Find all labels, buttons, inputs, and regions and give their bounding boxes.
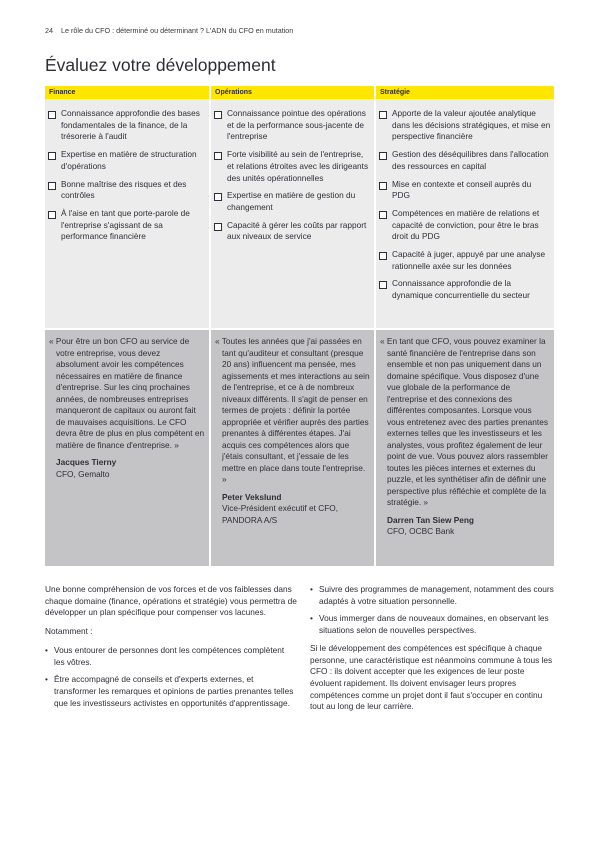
quote-operations bbox=[211, 330, 374, 566]
checkbox[interactable] bbox=[379, 252, 387, 260]
checklist-item[interactable] bbox=[214, 190, 371, 213]
notamment-label: Notamment : bbox=[45, 626, 93, 637]
checkbox[interactable] bbox=[214, 111, 222, 119]
checklist-item[interactable] bbox=[379, 249, 551, 272]
checklist-item-label: Apporte de la valeur ajoutée analytique dans les décisions stratégiques, et mise en perspective financière bbox=[392, 108, 551, 142]
page-header bbox=[45, 26, 293, 35]
checklist-operations bbox=[211, 99, 374, 328]
checklist-item-label: Capacité à gérer les coûts par rapport aux niveaux de service bbox=[227, 219, 367, 242]
closing-paragraph: Si le développement des compétences est spécifique à chaque personne, une caractéristique est néanmoins commune à tous les CFO : ils doivent accepter que les exigences de leur poste évoluent rapidement. Ils doivent envisager leurs propres compétences comme un projet dont il faut s'occuper en continu tout au long de leur carrière. bbox=[310, 642, 553, 712]
bullet-icon: • bbox=[45, 674, 48, 685]
checkbox[interactable] bbox=[379, 281, 387, 289]
checklist-item[interactable] bbox=[48, 208, 206, 243]
bullet-icon: • bbox=[310, 584, 313, 594]
bullet-icon: • bbox=[45, 644, 48, 655]
checkbox[interactable] bbox=[379, 211, 387, 219]
checkbox[interactable] bbox=[379, 182, 387, 190]
checklist-item-label: Expertise en matière de structuration d'opérations bbox=[61, 149, 197, 171]
checklist-item-label: Connaissance approfondie de la dynamique concurrentielle du secteur bbox=[392, 278, 530, 301]
checkbox[interactable] bbox=[214, 223, 222, 231]
list-item bbox=[310, 584, 555, 607]
quote-text: « En tant que CFO, vous pouvez examiner la santé financière de l'entreprise dans son ensemble et non pas uniquement dans un domaine spécifique. Vous disposez d'une vue globale de la performance de l'entreprise et des connexions des différentes composantes. Lorsque vous vous entretenez avec des parties prenantes externes telles que les investisseurs et les analystes, vous profitez également de leur point de vue. Vous pouvez alors rassembler toutes les pièces internes et externes du puzzle, et les synthétiser afin de définir une perspective plus réfléchie et complète de la stratégie. » bbox=[380, 336, 548, 507]
quote-author: Peter Vekslund bbox=[222, 491, 282, 502]
checklist-item[interactable] bbox=[48, 179, 206, 202]
bullet-icon: • bbox=[310, 613, 313, 624]
checkbox[interactable] bbox=[48, 211, 56, 219]
checklist-item[interactable] bbox=[379, 208, 551, 243]
checklist-item-label: Connaissance approfondie des bases fondamentales de la finance, de la trésorerie à l'audit bbox=[61, 108, 200, 142]
checklist-item[interactable] bbox=[48, 108, 206, 143]
quote-finance bbox=[45, 330, 209, 566]
checklist-item-label: Capacité à juger, appuyé par une analyse rationnelle axée sur les données bbox=[392, 249, 546, 271]
body-left-column bbox=[45, 584, 297, 715]
checklist-strategy bbox=[376, 99, 554, 328]
quote-text: « Pour être un bon CFO au service de votre entreprise, vous devez absolument avoir les compétences nécessaires en matière de finance d'entreprise. Sur les cinq prochaines années, de nombreuses entreprises manqueront de capitaux ou auront fait de mauvaises acquisitions. Le CFO devra être de plus en plus compétent en matière de finance d'entreprise. » bbox=[49, 336, 205, 450]
list-item-text: Être accompagné de conseils et d'experts externes, et transformer les remarques et opinions de parties prenantes telles que les investisseurs activistes en opportunités d'apprentissage. bbox=[54, 674, 294, 708]
quote-role: Vice-Président exécutif et CFO, PANDORA A/S bbox=[222, 503, 339, 525]
list-item bbox=[310, 613, 555, 636]
checklist-item-label: À l'aise en tant que porte-parole de l'entreprise s'agissant de sa performance financière bbox=[61, 207, 190, 242]
checklist-item-label: Mise en contexte et conseil auprès du PDG bbox=[392, 178, 532, 201]
column-heading-finance: Finance bbox=[45, 86, 209, 99]
checkbox[interactable] bbox=[379, 111, 387, 119]
checklist-item-label: Forte visibilité au sein de l'entreprise, et relations étroites avec les dirigeants des unités opérationnelles bbox=[227, 149, 369, 183]
intro-paragraph: Une bonne compréhension de vos forces et de vos faiblesses dans chaque domaine (finance, opérations et stratégie) vous permettra de développer un plan spécifique pour compenser vos lacunes. bbox=[45, 584, 297, 618]
checklist-item-label: Expertise en matière de gestion du changement bbox=[227, 190, 356, 212]
page-number: 24 bbox=[45, 26, 53, 35]
column-heading-strategy: Stratégie bbox=[376, 86, 554, 99]
checklist-row bbox=[45, 99, 554, 328]
checklist-item[interactable] bbox=[214, 149, 371, 184]
development-table bbox=[45, 86, 554, 566]
body-right-column bbox=[310, 584, 555, 720]
table-header-row bbox=[45, 86, 554, 99]
checkbox[interactable] bbox=[48, 152, 56, 160]
checklist-item[interactable] bbox=[48, 149, 206, 172]
quote-row bbox=[45, 330, 554, 566]
list-item-text: Vous entourer de personnes dont les compétences complètent les vôtres. bbox=[54, 644, 285, 667]
column-heading-operations: Opérations bbox=[211, 86, 374, 99]
checklist-item[interactable] bbox=[379, 108, 551, 143]
checklist-item[interactable] bbox=[214, 108, 371, 143]
checklist-item-label: Connaissance pointue des opérations et de la performance sous-jacente de l'entreprise bbox=[227, 108, 366, 142]
quote-strategy bbox=[376, 330, 554, 566]
checklist-finance bbox=[45, 99, 209, 328]
list-item-text: Vous immerger dans de nouveaux domaines, en observant les situations selon de nouvelles perspectives. bbox=[319, 613, 549, 636]
checkbox[interactable] bbox=[48, 182, 56, 190]
checklist-item[interactable] bbox=[214, 220, 371, 243]
checklist-item-label: Compétences en matière de relations et capacité de conviction, pour être le bras droit du PDG bbox=[392, 207, 540, 242]
quote-text: « Toutes les années que j'ai passées en tant qu'auditeur et consultant (presque 20 ans) influencent ma pensée, mes agissements et mes interactions au sein de l'entreprise, et ce à de nombreux niveaux différents. Il s'agit de penser en termes de projets : définir la portée appropriée et vérifier auprès des parties prenantes à différentes étapes. J'ai acquis ces compétences alors que j'étais consultant, et j'essaie de les mettre en place dans toute l'entreprise. » bbox=[215, 336, 370, 484]
quote-author: Jacques Tierny bbox=[56, 457, 117, 467]
quote-role: CFO, Gemalto bbox=[56, 468, 110, 479]
checkbox[interactable] bbox=[214, 193, 222, 201]
page-title: Évaluez votre développement bbox=[45, 55, 276, 75]
checklist-item[interactable] bbox=[379, 278, 551, 301]
quote-role: CFO, OCBC Bank bbox=[387, 526, 455, 536]
checklist-item-label: Gestion des déséquilibres dans l'allocation des ressources en capital bbox=[392, 149, 549, 171]
running-title: Le rôle du CFO : déterminé ou déterminant ? L'ADN du CFO en mutation bbox=[61, 26, 294, 35]
checkbox[interactable] bbox=[48, 111, 56, 119]
list-item-text: Suivre des programmes de management, notamment des cours adaptés à votre situation personnelle. bbox=[319, 584, 554, 606]
list-item bbox=[45, 674, 297, 709]
list-item bbox=[45, 645, 297, 668]
checklist-item[interactable] bbox=[379, 179, 551, 202]
quote-author: Darren Tan Siew Peng bbox=[387, 514, 474, 525]
checkbox[interactable] bbox=[214, 152, 222, 160]
checklist-item-label: Bonne maîtrise des risques et des contrôles bbox=[61, 178, 187, 201]
checklist-item[interactable] bbox=[379, 149, 551, 172]
checkbox[interactable] bbox=[379, 152, 387, 160]
